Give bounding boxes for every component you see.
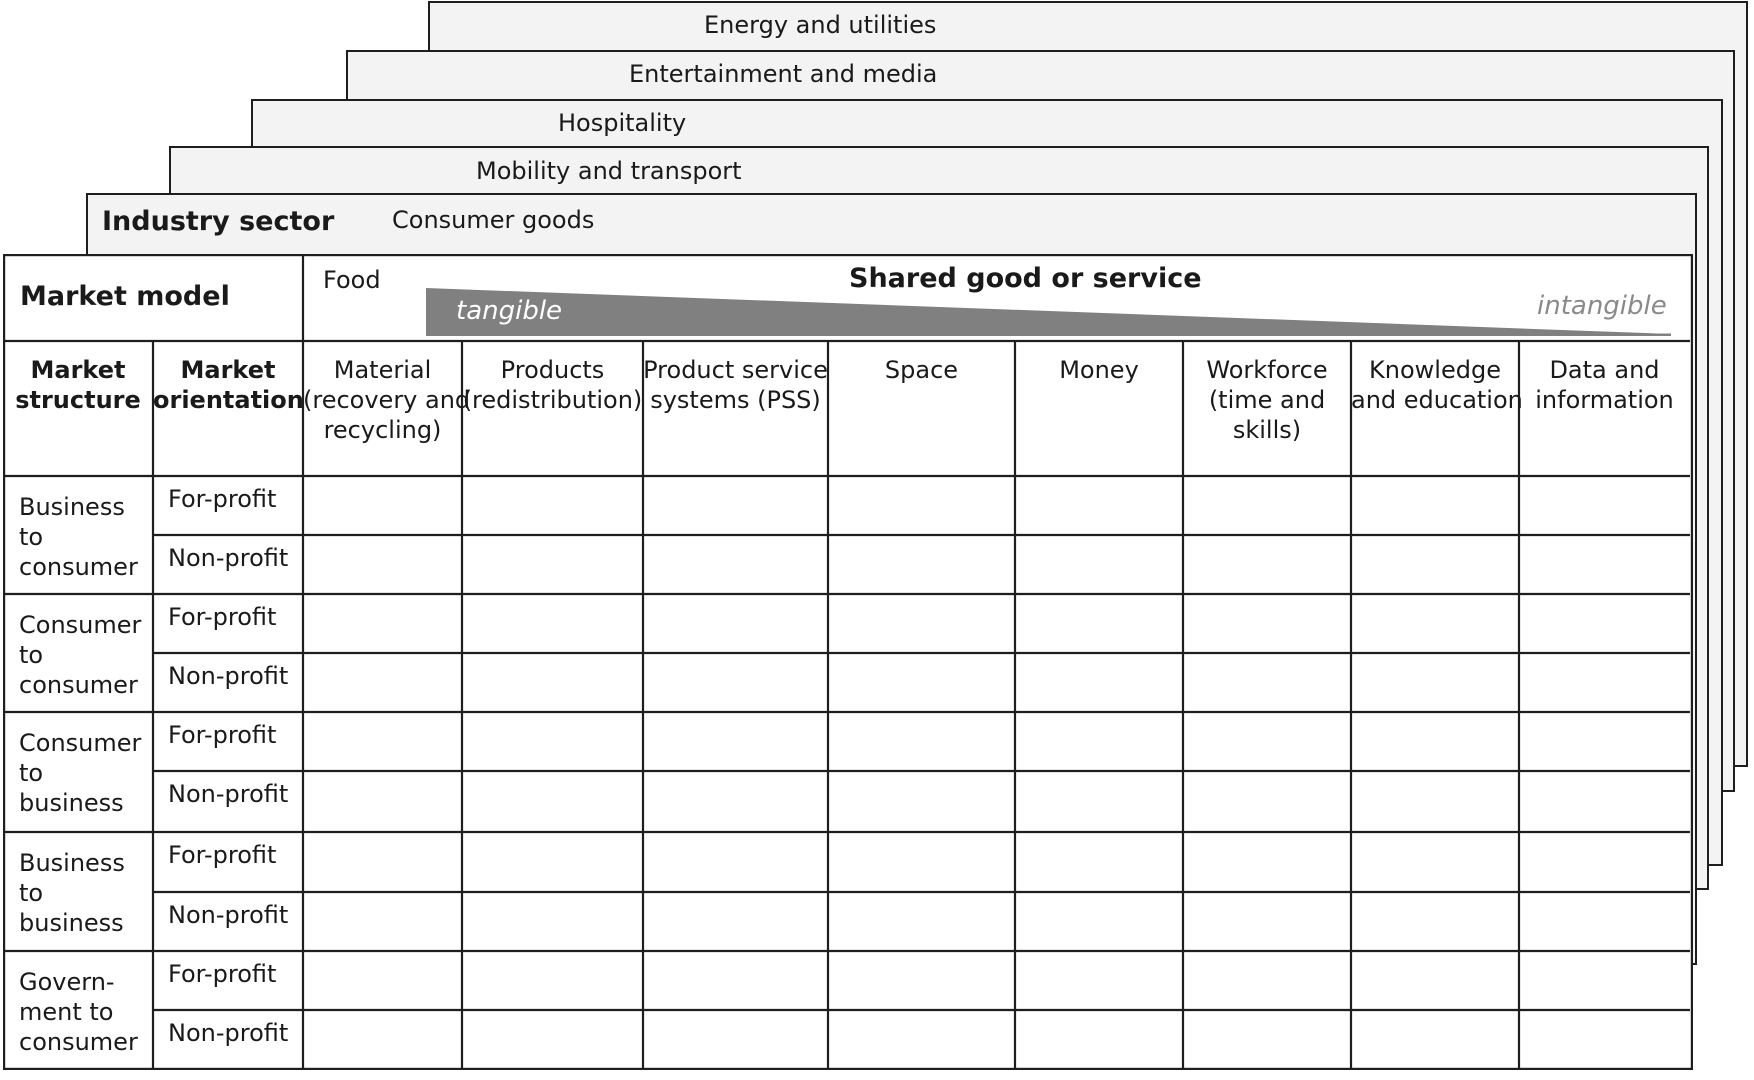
market-structure-line: to (19, 523, 44, 551)
market-orientation-label: Non-profit (168, 544, 289, 572)
tangibility-wedge (426, 288, 1671, 336)
column-header (462, 355, 643, 415)
market-structure-label (19, 610, 141, 700)
shared-good-title: Shared good or service (849, 263, 1202, 294)
market-structure-line: to (19, 641, 44, 669)
food-sector-label: Food (323, 266, 381, 294)
market-structure-line: Consumer (19, 611, 142, 639)
market-orientation-label: For-profit (168, 960, 277, 988)
market-structure-line: Consumer (19, 729, 142, 757)
market-structure-label (19, 728, 141, 818)
column-header (1519, 355, 1690, 415)
column-header-line: Money (1059, 356, 1139, 384)
column-header-line: information (1535, 386, 1674, 414)
market-orientation-label: For-profit (168, 485, 277, 513)
column-header (1183, 355, 1351, 445)
column-header-line: Products (500, 356, 605, 384)
column-header (643, 355, 828, 415)
market-orientation-label: For-profit (168, 721, 277, 749)
market-structure-line: Business (19, 493, 125, 521)
column-header-line: (redistribution) (462, 386, 643, 414)
market-structure-line: business (19, 909, 124, 937)
market-orientation-label: For-profit (168, 841, 277, 869)
column-header-line: systems (PSS) (650, 386, 821, 414)
market-orientation-label: Non-profit (168, 780, 289, 808)
sector-label-hospitality: Hospitality (558, 109, 687, 137)
industry-sector-label: Industry sector (102, 206, 335, 237)
market-orientation-label: Non-profit (168, 901, 289, 929)
market-structure-line: Business (19, 849, 125, 877)
market-orientation-label: Non-profit (168, 662, 289, 690)
column-header-line: skills) (1232, 416, 1302, 444)
sector-label-mobility: Mobility and transport (476, 157, 742, 185)
header-market-structure: Market structure (15, 356, 141, 414)
column-header (1351, 355, 1523, 415)
market-structure-line: consumer (19, 1028, 138, 1056)
tangible-label: tangible (456, 296, 563, 326)
market-structure-line: Govern- (19, 968, 115, 996)
column-header-line: and education (1351, 386, 1523, 414)
column-header-line: (time and (1208, 386, 1326, 414)
market-structure-line: ment to (19, 998, 114, 1026)
market-orientation-label: Non-profit (168, 1019, 289, 1047)
market-orientation-label: For-profit (168, 603, 277, 631)
column-header-line: Space (884, 356, 959, 384)
intangible-label: intangible (1537, 291, 1667, 321)
market-model-label: Market model (20, 281, 230, 312)
market-structure-line: consumer (19, 671, 138, 699)
sector-label-entertainment: Entertainment and media (629, 60, 938, 88)
market-structure-line: to (19, 759, 44, 787)
market-structure-label (19, 967, 138, 1057)
market-structure-line: consumer (19, 553, 138, 581)
column-header-line: recycling) (323, 416, 442, 444)
sector-label-energy: Energy and utilities (704, 11, 937, 39)
column-header-line: Product service (643, 356, 828, 384)
column-header-line: Workforce (1206, 356, 1328, 384)
header-market-orientation: Market orientation (153, 356, 304, 414)
market-structure-line: to (19, 879, 44, 907)
column-header (303, 355, 471, 445)
sector-label-consumer-goods: Consumer goods (392, 206, 595, 234)
column-header-line: Material (333, 356, 432, 384)
column-header (1015, 355, 1183, 385)
column-header-line: (recovery and (303, 386, 471, 414)
column-header (828, 355, 1015, 385)
market-structure-label (19, 848, 125, 938)
column-header-line: Data and (1549, 356, 1660, 384)
column-header-line: Knowledge (1369, 356, 1501, 384)
market-structure-label (19, 492, 138, 582)
market-structure-line: business (19, 789, 124, 817)
